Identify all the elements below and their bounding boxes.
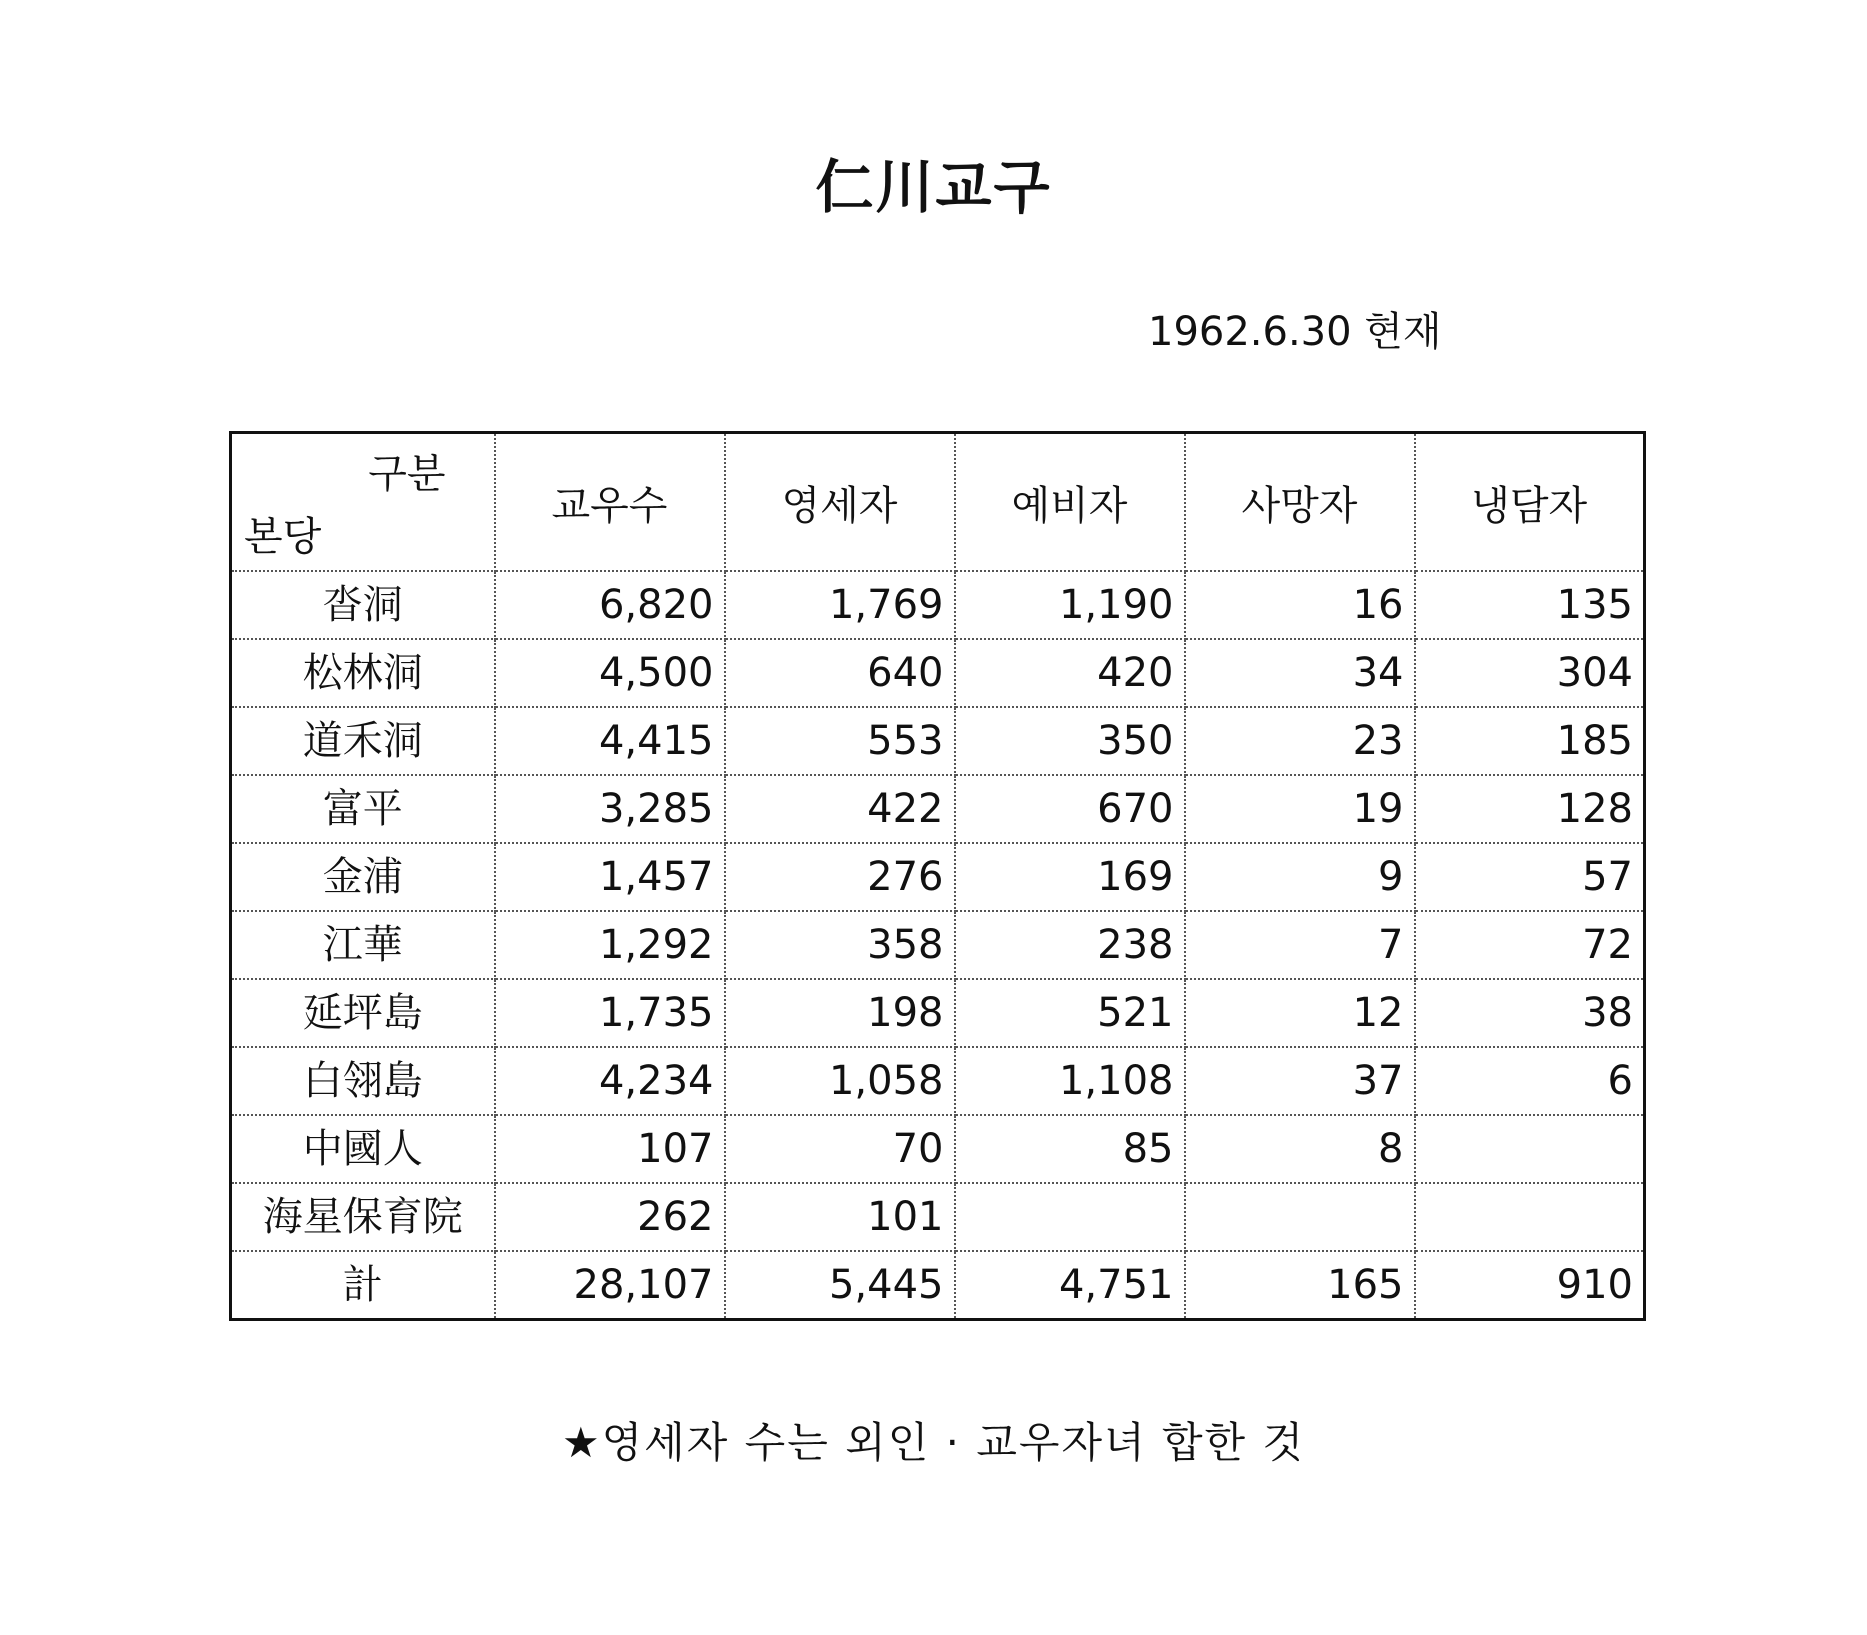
value-cell: 198 bbox=[725, 979, 955, 1047]
total-value-cell: 165 bbox=[1185, 1251, 1415, 1320]
value-cell: 107 bbox=[495, 1115, 725, 1183]
branch-name-cell: 沓洞 bbox=[231, 571, 495, 639]
footnote: ★영세자 수는 외인 · 교우자녀 합한 것 bbox=[561, 1418, 1306, 1467]
value-cell: 358 bbox=[725, 911, 955, 979]
table-row bbox=[231, 1183, 1645, 1251]
branch-name-cell: 白翎島 bbox=[231, 1047, 495, 1115]
branch-name-cell: 富平 bbox=[231, 775, 495, 843]
value-cell: 70 bbox=[725, 1115, 955, 1183]
table-row bbox=[231, 775, 1645, 843]
value-cell: 12 bbox=[1185, 979, 1415, 1047]
total-value-cell: 28,107 bbox=[495, 1251, 725, 1320]
value-cell: 276 bbox=[725, 843, 955, 911]
value-cell: 16 bbox=[1185, 571, 1415, 639]
branch-name-cell: 中國人 bbox=[231, 1115, 495, 1183]
value-cell bbox=[1415, 1183, 1645, 1251]
column-header: 영세자 bbox=[725, 433, 955, 572]
branch-name-cell: 海星保育院 bbox=[231, 1183, 495, 1251]
value-cell: 1,457 bbox=[495, 843, 725, 911]
value-cell: 6,820 bbox=[495, 571, 725, 639]
value-cell: 4,415 bbox=[495, 707, 725, 775]
value-cell: 420 bbox=[955, 639, 1185, 707]
value-cell: 1,735 bbox=[495, 979, 725, 1047]
value-cell: 37 bbox=[1185, 1047, 1415, 1115]
value-cell bbox=[955, 1183, 1185, 1251]
table-row bbox=[231, 843, 1645, 911]
value-cell: 670 bbox=[955, 775, 1185, 843]
table-row bbox=[231, 571, 1645, 639]
value-cell: 8 bbox=[1185, 1115, 1415, 1183]
value-cell: 38 bbox=[1415, 979, 1645, 1047]
branch-name-cell: 延坪島 bbox=[231, 979, 495, 1047]
value-cell: 350 bbox=[955, 707, 1185, 775]
branch-name-cell: 金浦 bbox=[231, 843, 495, 911]
value-cell: 19 bbox=[1185, 775, 1415, 843]
value-cell: 57 bbox=[1415, 843, 1645, 911]
value-cell: 422 bbox=[725, 775, 955, 843]
value-cell: 553 bbox=[725, 707, 955, 775]
value-cell bbox=[1415, 1115, 1645, 1183]
table-row bbox=[231, 639, 1645, 707]
header-row bbox=[231, 433, 1645, 572]
branch-name-cell: 道禾洞 bbox=[231, 707, 495, 775]
value-cell: 4,500 bbox=[495, 639, 725, 707]
total-value-cell: 910 bbox=[1415, 1251, 1645, 1320]
value-cell: 640 bbox=[725, 639, 955, 707]
page-title: 仁川교구 bbox=[815, 153, 1052, 221]
value-cell: 23 bbox=[1185, 707, 1415, 775]
value-cell: 85 bbox=[955, 1115, 1185, 1183]
table-row bbox=[231, 707, 1645, 775]
value-cell: 7 bbox=[1185, 911, 1415, 979]
total-label-cell: 計 bbox=[231, 1251, 495, 1320]
table-row bbox=[231, 979, 1645, 1047]
value-cell: 3,285 bbox=[495, 775, 725, 843]
statistics-table bbox=[229, 431, 1646, 1321]
value-cell: 1,058 bbox=[725, 1047, 955, 1115]
total-value-cell: 5,445 bbox=[725, 1251, 955, 1320]
date-label: 1962.6.30 현재 bbox=[1148, 309, 1442, 355]
branch-name-cell: 江華 bbox=[231, 911, 495, 979]
value-cell: 304 bbox=[1415, 639, 1645, 707]
value-cell: 238 bbox=[955, 911, 1185, 979]
value-cell: 128 bbox=[1415, 775, 1645, 843]
table-row bbox=[231, 1115, 1645, 1183]
column-header: 교우수 bbox=[495, 433, 725, 572]
value-cell: 169 bbox=[955, 843, 1185, 911]
value-cell: 9 bbox=[1185, 843, 1415, 911]
value-cell: 1,190 bbox=[955, 571, 1185, 639]
column-header: 냉담자 bbox=[1415, 433, 1645, 572]
value-cell: 185 bbox=[1415, 707, 1645, 775]
column-header: 사망자 bbox=[1185, 433, 1415, 572]
value-cell: 262 bbox=[495, 1183, 725, 1251]
value-cell: 101 bbox=[725, 1183, 955, 1251]
value-cell: 1,769 bbox=[725, 571, 955, 639]
total-value-cell: 4,751 bbox=[955, 1251, 1185, 1320]
total-row bbox=[231, 1251, 1645, 1320]
value-cell: 1,292 bbox=[495, 911, 725, 979]
value-cell: 4,234 bbox=[495, 1047, 725, 1115]
value-cell: 72 bbox=[1415, 911, 1645, 979]
column-header: 예비자 bbox=[955, 433, 1185, 572]
value-cell: 1,108 bbox=[955, 1047, 1185, 1115]
branch-name-cell: 松林洞 bbox=[231, 639, 495, 707]
table-row bbox=[231, 1047, 1645, 1115]
table-row bbox=[231, 911, 1645, 979]
value-cell bbox=[1185, 1183, 1415, 1251]
corner-header-cell bbox=[231, 433, 495, 572]
corner-bottom-label: 본당 bbox=[244, 514, 322, 560]
value-cell: 135 bbox=[1415, 571, 1645, 639]
value-cell: 521 bbox=[955, 979, 1185, 1047]
value-cell: 34 bbox=[1185, 639, 1415, 707]
value-cell: 6 bbox=[1415, 1047, 1645, 1115]
corner-top-label: 구분 bbox=[368, 451, 446, 497]
